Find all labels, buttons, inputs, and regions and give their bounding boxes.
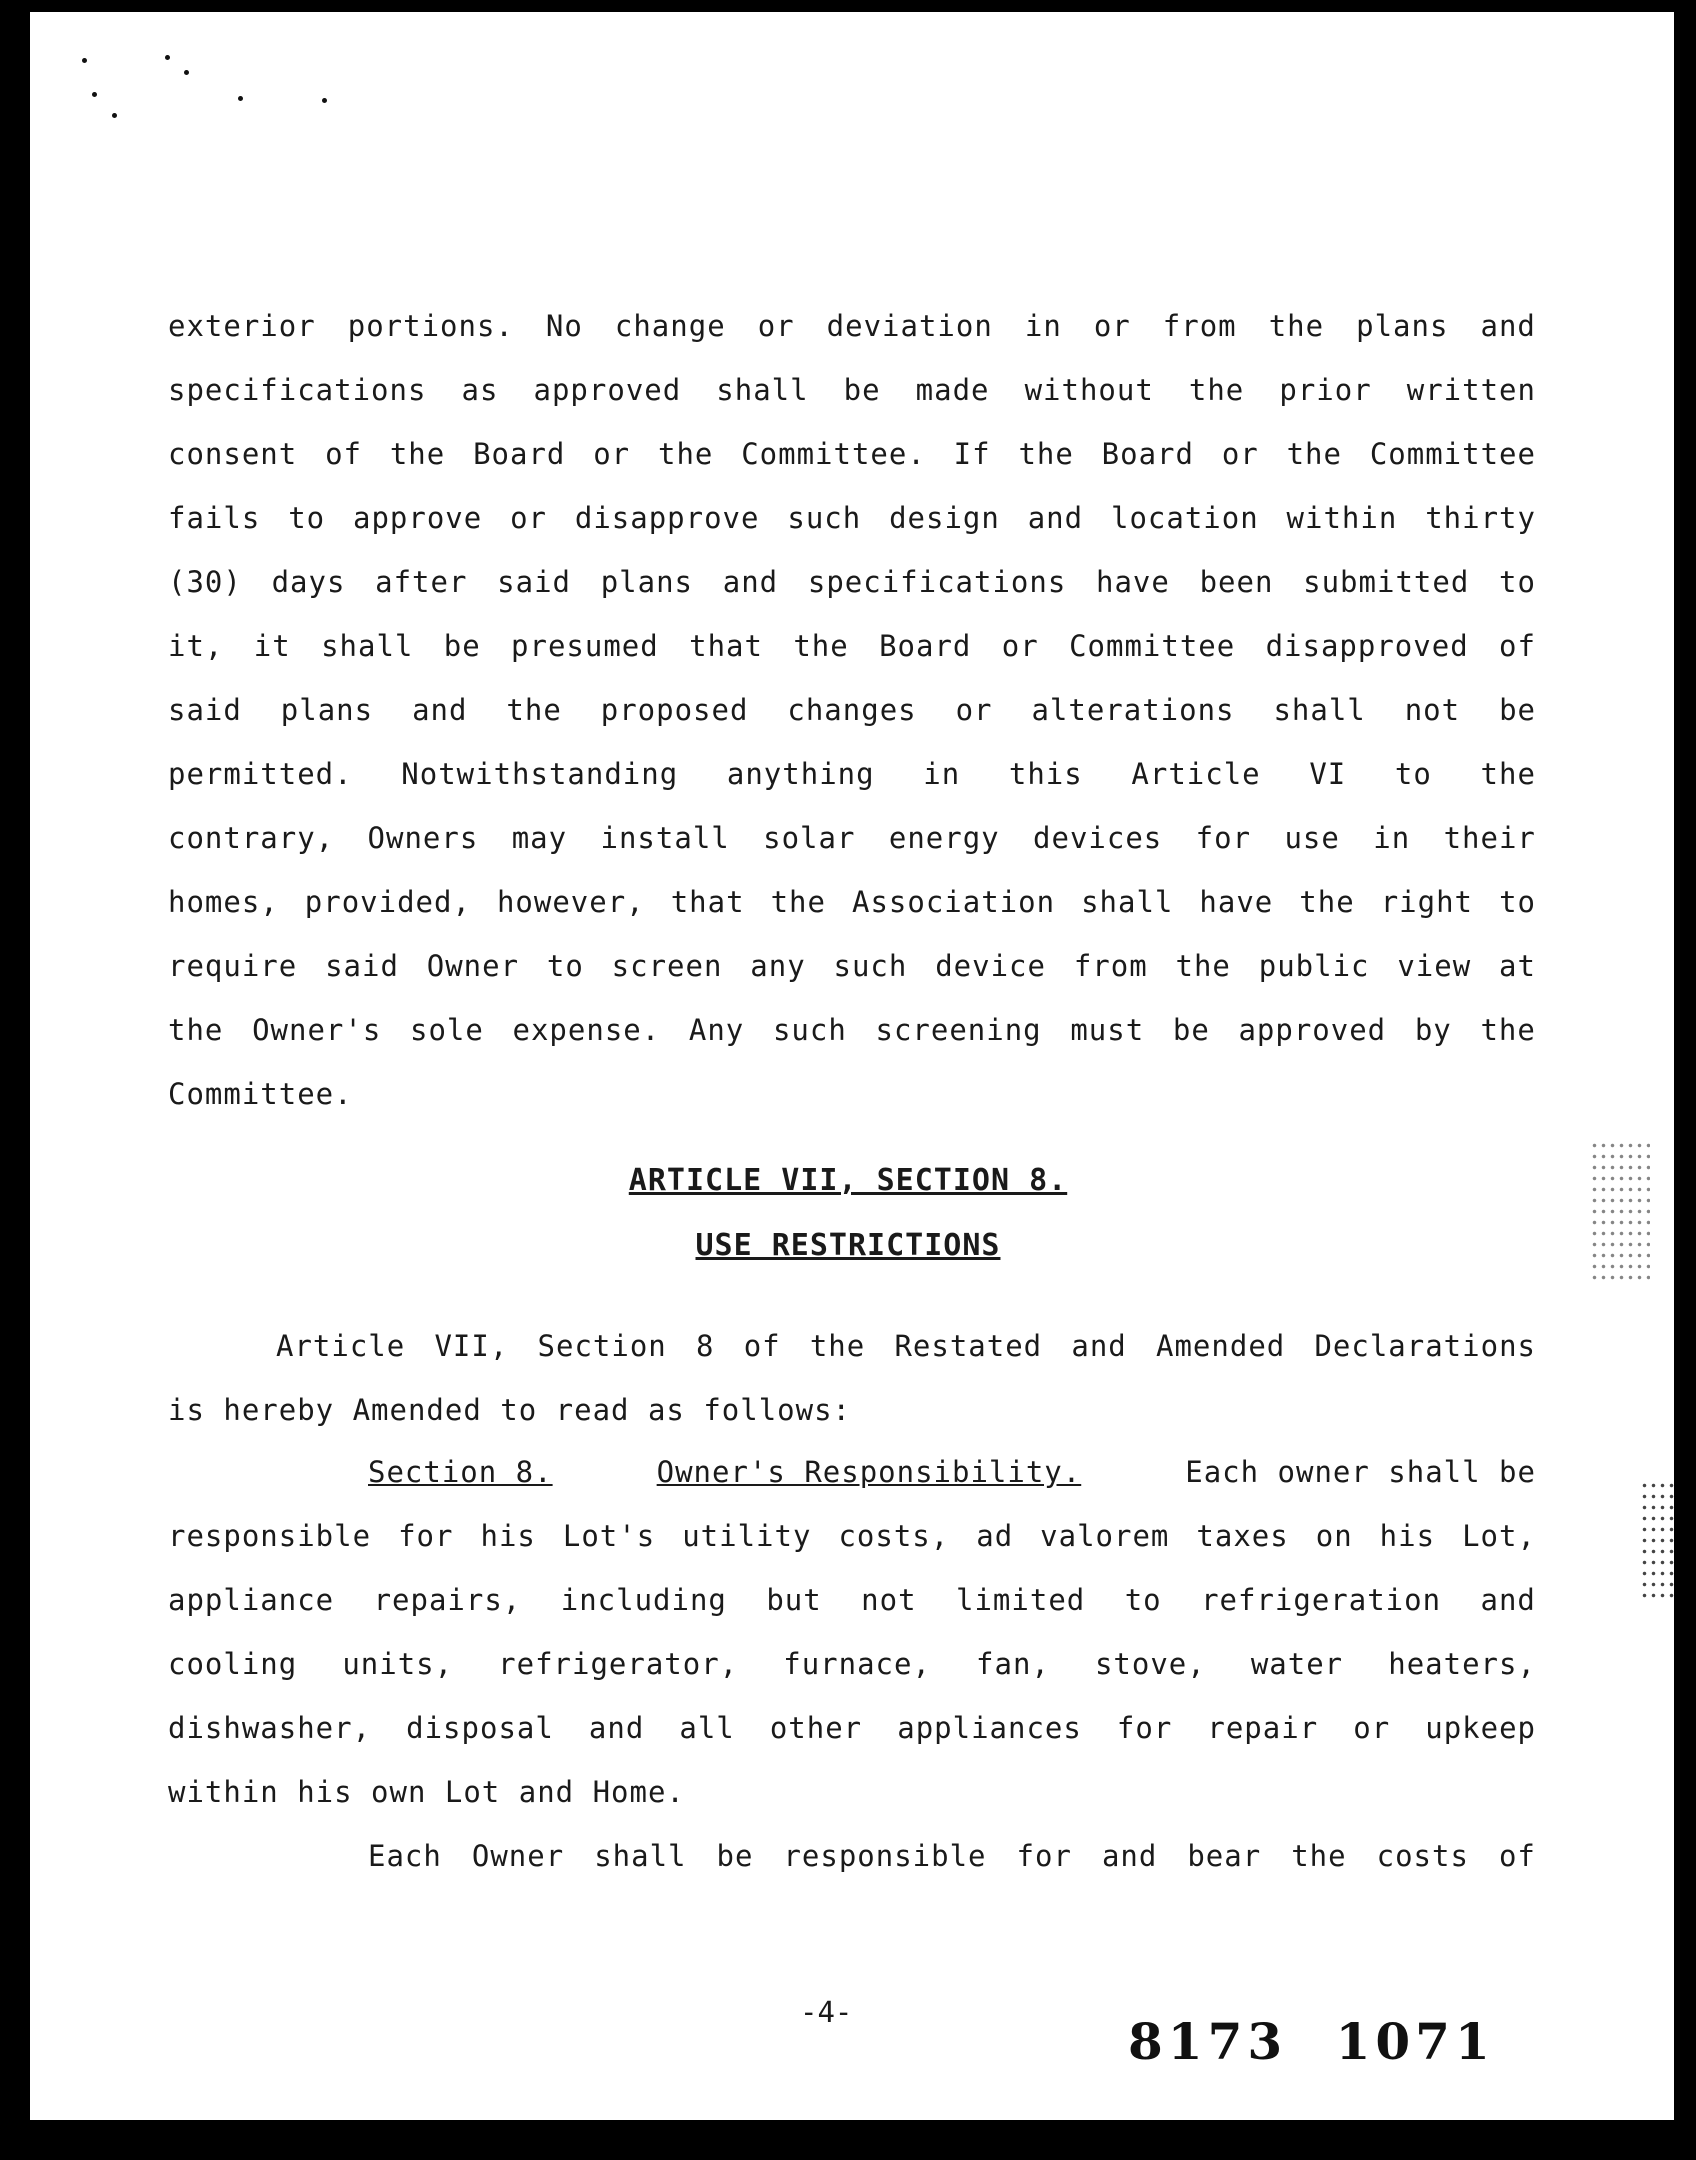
word: to <box>288 501 326 535</box>
word: or <box>593 437 631 471</box>
word: limited <box>956 1583 1086 1617</box>
word: of <box>1499 629 1536 663</box>
scan-speck <box>238 96 243 101</box>
word: such <box>833 949 908 983</box>
word: and <box>588 1711 645 1745</box>
word: VI <box>1309 757 1347 791</box>
word: costs, <box>838 1519 950 1553</box>
word: bear <box>1187 1839 1262 1873</box>
word: the <box>1188 373 1245 407</box>
text-line: is hereby Amended to read as follows: <box>168 1393 852 1427</box>
text-line <box>168 806 1536 870</box>
word: specifications <box>168 373 427 407</box>
word: the <box>1286 437 1342 471</box>
word: repair <box>1207 1711 1319 1745</box>
word: Section <box>537 1329 667 1363</box>
word: after <box>375 565 468 599</box>
word: for <box>398 1519 454 1553</box>
word: not <box>1404 693 1461 727</box>
word: responsible <box>168 1519 372 1553</box>
word: the <box>770 885 826 919</box>
word: units, <box>342 1647 454 1681</box>
word: in <box>1024 309 1062 343</box>
word: or <box>955 693 993 727</box>
word: device <box>935 949 1046 983</box>
word: be <box>716 1839 754 1873</box>
text-line: Committee. <box>168 1077 353 1111</box>
word: consent <box>168 437 298 471</box>
word: stove, <box>1094 1647 1206 1681</box>
word: dishwasher, <box>168 1711 372 1745</box>
word: Board <box>473 437 566 471</box>
text-line <box>168 614 1536 678</box>
word: design <box>889 501 1000 535</box>
word: fan, <box>976 1647 1050 1681</box>
word: may <box>511 821 568 855</box>
word: anything <box>726 757 875 791</box>
word: it, <box>168 629 224 663</box>
word: or <box>1221 437 1259 471</box>
word: such <box>772 1013 847 1047</box>
word: prior <box>1279 373 1372 407</box>
word: must <box>1070 1013 1145 1047</box>
text-line <box>168 422 1536 486</box>
word: plans <box>280 693 374 727</box>
word: his <box>1379 1519 1436 1553</box>
word: Declarations <box>1314 1329 1536 1363</box>
word: not <box>861 1583 917 1617</box>
word: repairs, <box>373 1583 522 1617</box>
word: said <box>168 693 242 727</box>
word: install <box>600 821 730 855</box>
paragraph-plans-approval <box>168 294 1536 1126</box>
word: cooling <box>168 1647 298 1681</box>
word: days <box>271 565 346 599</box>
word: Board <box>1101 437 1194 471</box>
word: including <box>560 1583 727 1617</box>
word: deviation <box>826 309 993 343</box>
scan-speck <box>82 58 87 63</box>
word: No <box>545 309 583 343</box>
word: refrigerator, <box>498 1647 739 1681</box>
word: view <box>1397 949 1472 983</box>
word: any <box>750 949 806 983</box>
word: or <box>1093 309 1131 343</box>
word: screen <box>611 949 723 983</box>
word: and <box>1480 309 1536 343</box>
word: (30) <box>168 565 242 599</box>
word: Association <box>851 885 1056 919</box>
word: the <box>506 693 562 727</box>
word: exterior <box>168 309 316 343</box>
word: approved <box>1238 1013 1387 1047</box>
word: disposal <box>406 1711 554 1745</box>
section-title-heading: USE RESTRICTIONS <box>695 1228 1001 1263</box>
word: public <box>1258 949 1370 983</box>
word: the <box>1018 437 1074 471</box>
word: upkeep <box>1425 1711 1536 1745</box>
word: the <box>1480 1013 1536 1047</box>
word: homes, <box>168 885 279 919</box>
text-line <box>168 1632 1536 1696</box>
word: from <box>1073 949 1148 983</box>
text-line <box>168 358 1536 422</box>
text-line: within his own Lot and Home. <box>168 1775 685 1809</box>
word: from <box>1162 309 1237 343</box>
word: refrigeration <box>1201 1583 1442 1617</box>
word: provided, <box>304 885 471 919</box>
scan-speck <box>112 113 117 118</box>
word: plans <box>600 565 694 599</box>
word: responsible <box>783 1839 987 1873</box>
text-line <box>168 742 1536 806</box>
word: Notwithstanding <box>401 757 679 791</box>
word: permitted. <box>168 757 353 791</box>
word: be <box>443 629 481 663</box>
word: contrary, <box>168 821 335 855</box>
word: Board <box>879 629 972 663</box>
word: the <box>1299 885 1355 919</box>
word: use <box>1284 821 1340 855</box>
word: screening <box>875 1013 1042 1047</box>
word: that <box>689 629 763 663</box>
word: ad <box>976 1519 1014 1553</box>
word: all <box>679 1711 735 1745</box>
word: energy <box>888 821 1000 855</box>
word: or <box>757 309 795 343</box>
word: and <box>722 565 779 599</box>
word: require <box>168 949 298 983</box>
word: or <box>510 501 547 535</box>
word: utility <box>682 1519 812 1553</box>
word: made <box>915 373 990 407</box>
word: change <box>614 309 726 343</box>
word: in <box>1373 821 1411 855</box>
word: for <box>1116 1711 1173 1745</box>
word: approved <box>533 373 682 407</box>
word: his <box>480 1519 536 1553</box>
text-line <box>168 550 1536 614</box>
word: be <box>1172 1013 1210 1047</box>
word: water <box>1250 1647 1344 1681</box>
word: fails <box>168 501 261 535</box>
word: thirty <box>1425 501 1536 535</box>
paragraph-amendment-intro <box>168 1314 1536 1442</box>
word: disapproved <box>1265 629 1469 663</box>
word: Owner's <box>252 1013 382 1047</box>
word: the <box>389 437 446 471</box>
word: of <box>325 437 362 471</box>
text-line <box>168 678 1536 742</box>
word: If <box>953 437 991 471</box>
word: shall <box>716 373 809 407</box>
word: plans <box>1356 309 1449 343</box>
word: on <box>1315 1519 1353 1553</box>
word: and <box>1071 1329 1127 1363</box>
word: location <box>1110 501 1259 535</box>
text-line <box>168 294 1536 358</box>
scan-speck <box>165 55 170 60</box>
word: said <box>497 565 571 599</box>
word: approve <box>352 501 483 535</box>
word: Amended <box>1156 1329 1286 1363</box>
word: portions. <box>347 309 514 343</box>
word: disapprove <box>574 501 760 535</box>
word: Owners <box>367 821 479 855</box>
text-line <box>168 1824 1536 1888</box>
word: and <box>1480 1583 1536 1617</box>
word: devices <box>1033 821 1163 855</box>
word: in <box>923 757 961 791</box>
text-line <box>168 1504 1536 1568</box>
word: be <box>843 373 881 407</box>
word: submitted <box>1303 565 1470 599</box>
word: to <box>1124 1583 1162 1617</box>
word: shall <box>321 629 414 663</box>
word: of <box>743 1329 781 1363</box>
text-line <box>168 870 1536 934</box>
word: taxes <box>1196 1519 1289 1553</box>
text-line <box>168 486 1536 550</box>
word: without <box>1024 373 1154 407</box>
word: Any <box>688 1013 745 1047</box>
word: as <box>461 373 499 407</box>
word: furnace, <box>783 1647 931 1681</box>
word: the <box>168 1013 224 1047</box>
word: within <box>1286 501 1398 535</box>
word: and <box>1101 1839 1158 1873</box>
word: be <box>1499 693 1536 727</box>
word: right <box>1380 885 1474 919</box>
word: that <box>670 885 745 919</box>
word: by <box>1414 1013 1452 1047</box>
scan-speck <box>92 92 97 97</box>
scan-speck <box>184 70 189 75</box>
article-heading: ARTICLE VII, SECTION 8. <box>628 1163 1068 1198</box>
text-line <box>168 1696 1536 1760</box>
text-line <box>168 1440 1536 1504</box>
word: Article <box>276 1329 406 1363</box>
word: such <box>787 501 862 535</box>
section-title: Owner's Responsibility. <box>656 1455 1082 1489</box>
word: appliance <box>168 1583 335 1617</box>
word: specifications <box>807 565 1067 599</box>
word: but <box>766 1583 822 1617</box>
word: it <box>253 629 291 663</box>
word: Each <box>368 1839 442 1873</box>
word: for <box>1016 1839 1072 1873</box>
section-label: Section 8. <box>368 1455 553 1489</box>
word: 8 <box>695 1329 715 1363</box>
word: for <box>1195 821 1252 855</box>
word: other <box>769 1711 863 1745</box>
word: Committee <box>1069 629 1236 663</box>
word: shall <box>594 1839 687 1873</box>
text-line <box>168 1568 1536 1632</box>
word: the <box>1480 757 1536 791</box>
word: the <box>657 437 714 471</box>
word: Restated <box>894 1329 1043 1363</box>
word: costs <box>1376 1839 1469 1873</box>
record-stamp: 8173 1071 <box>1128 2012 1495 2071</box>
word: at <box>1499 949 1536 983</box>
word: of <box>1498 1839 1536 1873</box>
section-first-line-text: Each owner shall be <box>1185 1455 1536 1489</box>
word: written <box>1406 373 1536 407</box>
word: the <box>1268 309 1325 343</box>
word: Committee. <box>741 437 926 471</box>
word: to <box>546 949 584 983</box>
scan-noise <box>1640 1480 1674 1600</box>
word: presumed <box>511 629 659 663</box>
text-line <box>168 934 1536 998</box>
scan-speck <box>322 98 327 103</box>
word: expense. <box>512 1013 661 1047</box>
word: their <box>1443 821 1536 855</box>
word: Owner <box>471 1839 565 1873</box>
word: Lot's <box>562 1519 656 1553</box>
word: the <box>1291 1839 1347 1873</box>
word: this <box>1008 757 1083 791</box>
word: however, <box>496 885 645 919</box>
word: VII, <box>434 1329 509 1363</box>
page-number: -4- <box>800 1995 853 2029</box>
word: valorem <box>1040 1519 1170 1553</box>
word: solar <box>763 821 856 855</box>
word: the <box>793 629 849 663</box>
word: sole <box>409 1013 484 1047</box>
word: to <box>1499 885 1536 919</box>
word: to <box>1499 565 1536 599</box>
word: appliances <box>897 1711 1082 1745</box>
word: shall <box>1273 693 1366 727</box>
paragraph-owners-responsibility <box>168 1440 1536 1888</box>
word: been <box>1199 565 1274 599</box>
word: Committee <box>1369 437 1536 471</box>
word: have <box>1096 565 1170 599</box>
word: the <box>1175 949 1231 983</box>
word: or <box>1001 629 1039 663</box>
word: Owner <box>426 949 520 983</box>
text-line <box>168 1314 1536 1378</box>
word: said <box>325 949 399 983</box>
word: the <box>809 1329 866 1363</box>
word: and <box>412 693 468 727</box>
word: Lot, <box>1462 1519 1536 1553</box>
word: alterations <box>1031 693 1235 727</box>
word: Article <box>1131 757 1261 791</box>
word: changes <box>787 693 917 727</box>
word: shall <box>1081 885 1174 919</box>
text-line <box>168 998 1536 1062</box>
word: to <box>1394 757 1432 791</box>
word: and <box>1027 501 1084 535</box>
word: have <box>1199 885 1274 919</box>
word: proposed <box>600 693 749 727</box>
word: heaters, <box>1388 1647 1536 1681</box>
word: or <box>1353 1711 1391 1745</box>
